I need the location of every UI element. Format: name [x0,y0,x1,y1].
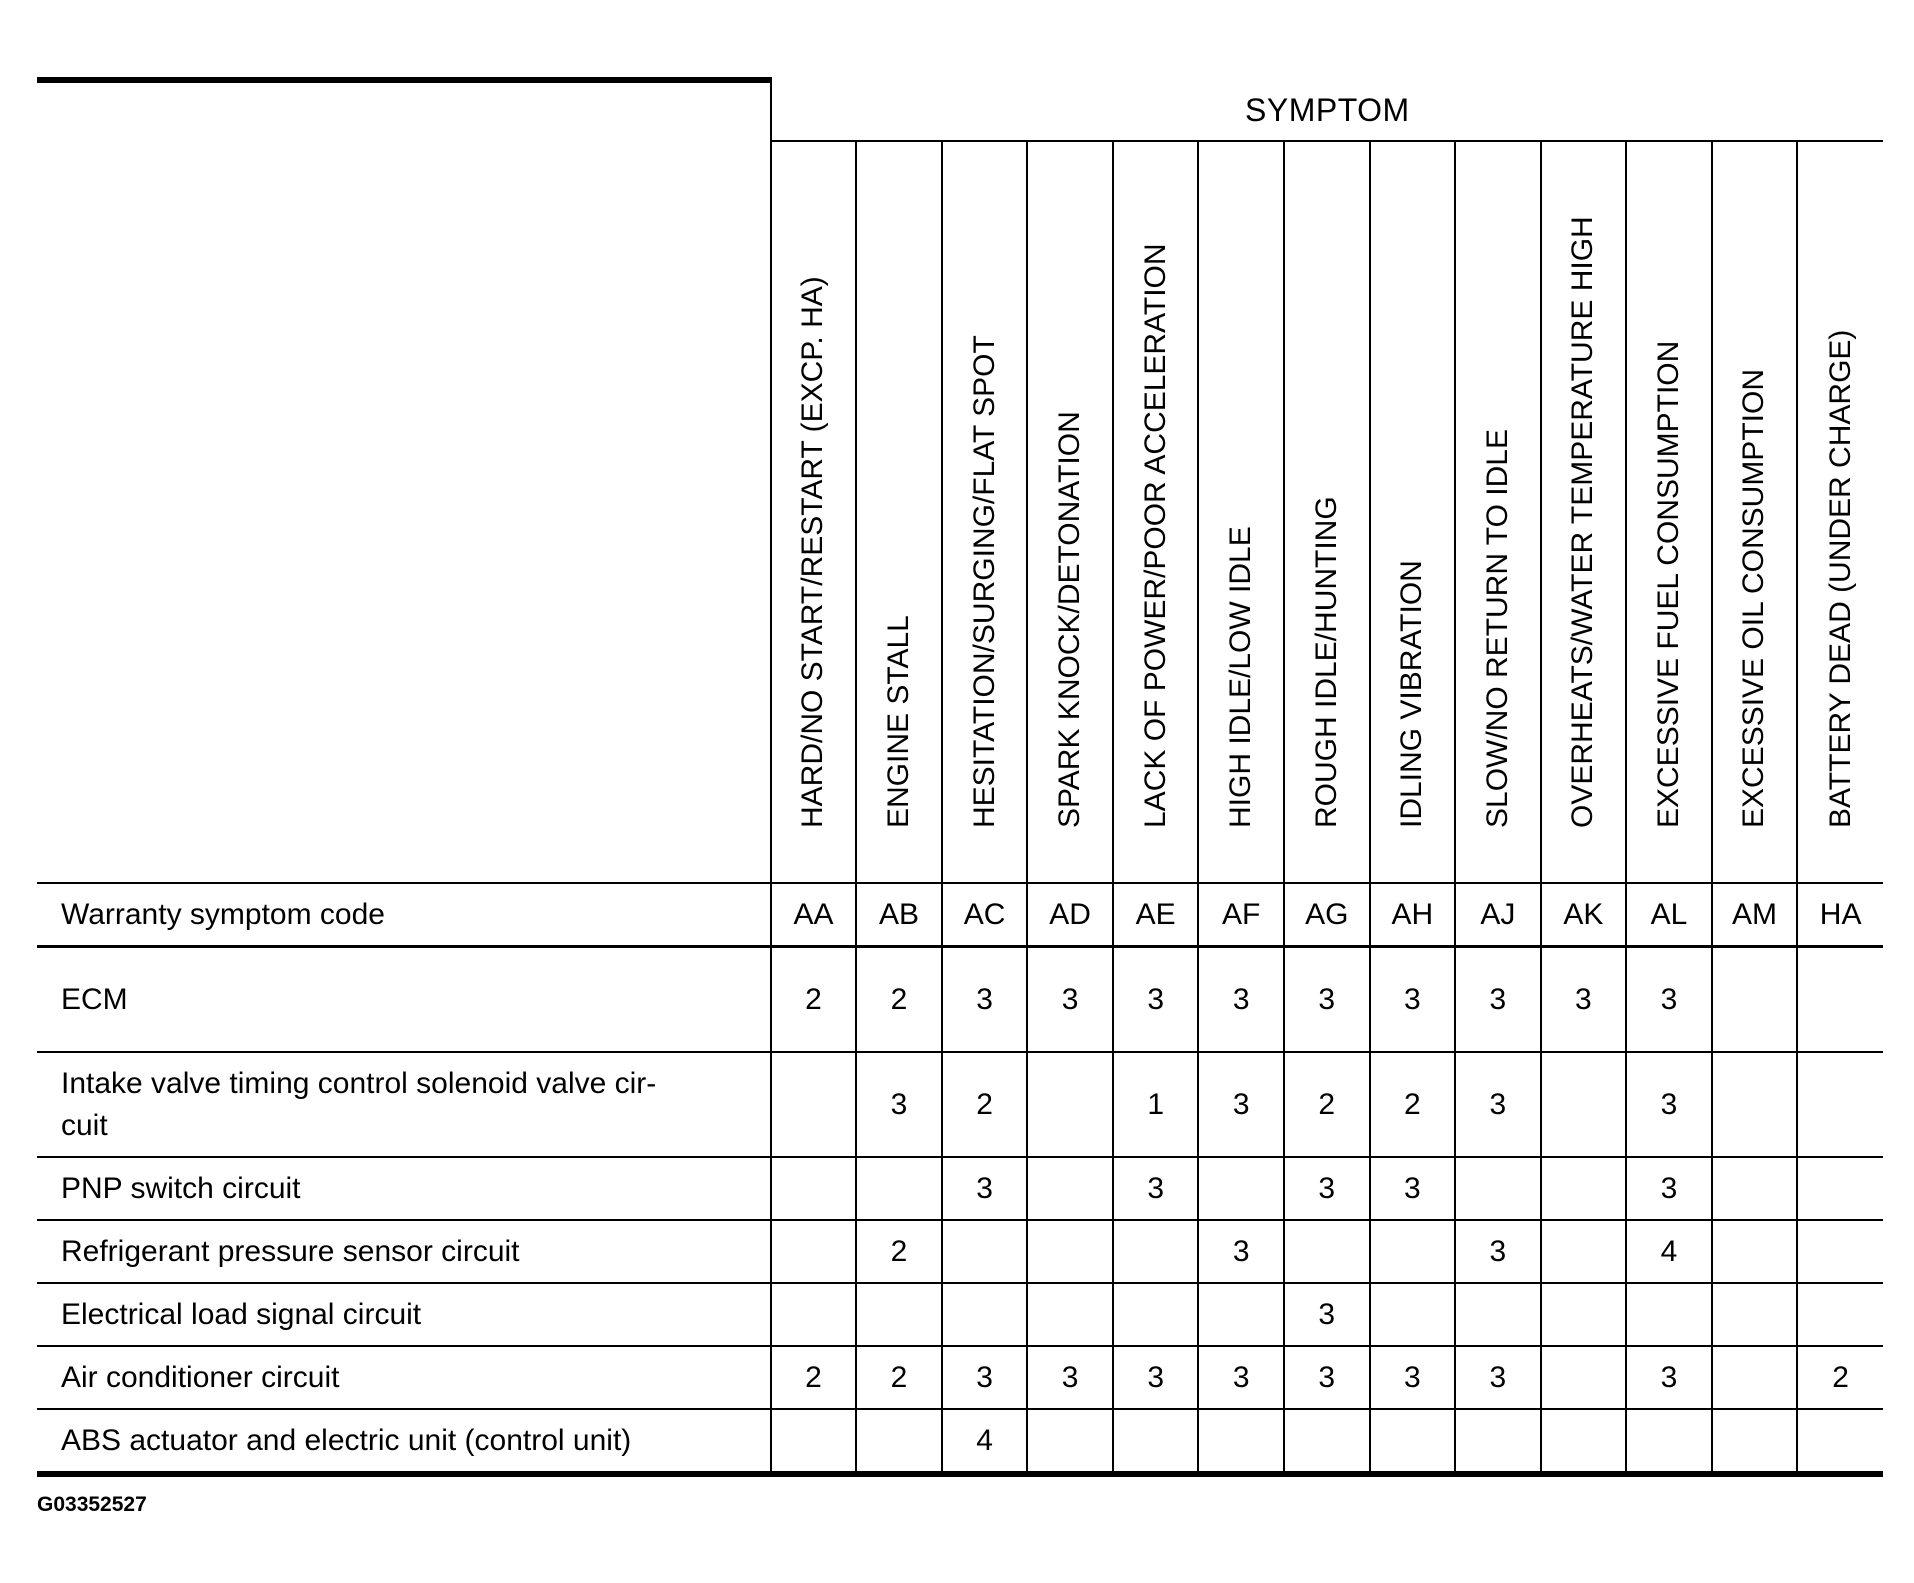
warranty-code-cell: AK [1541,883,1627,947]
symptom-label: EXCESSIVE FUEL CONSUMPTION [1651,340,1685,828]
rating-cell [1455,1157,1541,1220]
rating-cell: 4 [942,1409,1028,1474]
rating-cell [771,1283,857,1346]
symptom-col-header [1455,141,1541,883]
rating-cell [771,1409,857,1474]
rating-cell: 2 [1370,1052,1456,1157]
corner-blank [37,80,771,883]
rating-cell [1626,1283,1712,1346]
rating-cell [1541,1283,1627,1346]
rating-cell: 3 [1541,947,1627,1053]
symptom-table [37,77,1883,1477]
table-row [37,1283,1883,1346]
rating-cell [771,1157,857,1220]
rating-cell: 3 [1455,947,1541,1053]
warranty-code-cell: AG [1284,883,1370,947]
rating-cell: 2 [942,1052,1028,1157]
symptom-col-header [1370,141,1456,883]
rating-cell [1797,1220,1883,1283]
symptom-col-header [1712,141,1798,883]
warranty-code-cell: AF [1198,883,1284,947]
table-row [37,1409,1883,1474]
rating-cell: 3 [1198,1052,1284,1157]
rating-cell [1284,1409,1370,1474]
rating-cell [1712,1409,1798,1474]
symptom-label: HESITATION/SURGING/FLAT SPOT [967,335,1001,828]
symptom-col-header [1797,141,1883,883]
row-label: Intake valve timing control solenoid valve cir- cuit [37,1052,771,1157]
rating-cell [1626,1409,1712,1474]
rating-cell [771,1052,857,1157]
rating-cell: 2 [1284,1052,1370,1157]
rating-cell [1797,1052,1883,1157]
table-row [37,1346,1883,1409]
rating-cell [856,1409,942,1474]
rating-cell: 3 [1455,1052,1541,1157]
rating-cell: 3 [1284,1346,1370,1409]
rating-cell: 2 [856,947,942,1053]
row-label: ECM [37,947,771,1053]
rating-cell: 2 [856,1220,942,1283]
symptom-label: OVERHEATS/WATER TEMPERATURE HIGH [1566,216,1600,828]
symptom-col-header [942,141,1028,883]
rating-cell [1797,947,1883,1053]
warranty-code-cell: AJ [1455,883,1541,947]
rating-cell: 3 [1626,947,1712,1053]
rating-cell: 3 [1198,947,1284,1053]
warranty-code-cell: AM [1712,883,1798,947]
rating-cell [1198,1283,1284,1346]
symptom-label: ROUGH IDLE/HUNTING [1309,496,1343,828]
rating-cell [1455,1409,1541,1474]
symptom-header: SYMPTOM [771,80,1883,141]
rating-cell: 3 [1113,947,1199,1053]
rating-cell: 3 [1284,1157,1370,1220]
symptom-col-header [1113,141,1199,883]
rating-cell [1797,1157,1883,1220]
rating-cell: 3 [856,1052,942,1157]
rating-cell [1712,1157,1798,1220]
warranty-code-cell: AE [1113,883,1199,947]
symptom-label: BATTERY DEAD (UNDER CHARGE) [1823,329,1857,828]
rating-cell: 3 [1027,1346,1113,1409]
warranty-code-cell: AC [942,883,1028,947]
row-label: PNP switch circuit [37,1157,771,1220]
rating-cell: 2 [771,1346,857,1409]
warranty-code-cell: AB [856,883,942,947]
table-body [37,883,1883,1474]
symptom-col-header [1198,141,1284,883]
symptom-label: SPARK KNOCK/DETONATION [1053,411,1087,828]
rating-cell [942,1220,1028,1283]
rating-cell [1712,1220,1798,1283]
rating-cell: 3 [1284,947,1370,1053]
rating-cell [1541,1409,1627,1474]
rating-cell: 2 [771,947,857,1053]
rating-cell: 3 [942,1346,1028,1409]
rating-cell: 3 [1370,1157,1456,1220]
rating-cell: 3 [1626,1346,1712,1409]
rating-cell [1370,1409,1456,1474]
symptom-label: IDLING VIBRATION [1395,560,1429,828]
rating-cell [1541,1157,1627,1220]
row-label: Warranty symptom code [37,883,771,947]
row-label: Refrigerant pressure sensor circuit [37,1220,771,1283]
rating-cell [1027,1157,1113,1220]
warranty-code-cell: AH [1370,883,1456,947]
figure-id: G03352527 [37,1493,147,1516]
rating-cell [1712,947,1798,1053]
rating-cell [1027,1220,1113,1283]
symptom-col-header [1541,141,1627,883]
symptom-label: ENGINE STALL [882,615,916,828]
rating-cell [1027,1283,1113,1346]
rating-cell [942,1283,1028,1346]
symptom-col-header [1626,141,1712,883]
rating-cell [1797,1409,1883,1474]
symptom-label: HARD/NO START/RESTART (EXCP. HA) [796,276,830,828]
rating-cell [1712,1346,1798,1409]
symptom-label: SLOW/NO RETURN TO IDLE [1480,429,1514,828]
table-row [37,1220,1883,1283]
rating-cell: 3 [1198,1220,1284,1283]
rating-cell [1541,1220,1627,1283]
warranty-code-cell: AA [771,883,857,947]
row-label: ABS actuator and electric unit (control unit) [37,1409,771,1474]
rating-cell [856,1157,942,1220]
rating-cell: 3 [1626,1157,1712,1220]
symptom-col-header [856,141,942,883]
rating-cell: 3 [1455,1346,1541,1409]
symptom-label: LACK OF POWER/POOR ACCELERATION [1138,243,1172,828]
rating-cell: 3 [1027,947,1113,1053]
rating-cell: 3 [942,1157,1028,1220]
table-row [37,947,1883,1053]
symptom-col-header [1284,141,1370,883]
table-row [37,1157,1883,1220]
rating-cell: 3 [1113,1346,1199,1409]
rating-cell: 3 [1113,1157,1199,1220]
rating-cell [1198,1157,1284,1220]
symptom-label: EXCESSIVE OIL CONSUMPTION [1737,369,1771,828]
symptom-label: HIGH IDLE/LOW IDLE [1224,526,1258,828]
symptom-col-header [771,141,857,883]
rating-cell: 2 [1797,1346,1883,1409]
warranty-code-cell: AL [1626,883,1712,947]
rating-cell: 3 [1626,1052,1712,1157]
warranty-code-cell: HA [1797,883,1883,947]
rating-cell [1797,1283,1883,1346]
rating-cell [1455,1283,1541,1346]
rating-cell [1113,1283,1199,1346]
rating-cell [856,1283,942,1346]
symptom-col-header [1027,141,1113,883]
rating-cell: 3 [1455,1220,1541,1283]
table-row [37,1052,1883,1157]
rating-cell [1541,1052,1627,1157]
rating-cell [1712,1283,1798,1346]
rating-cell: 3 [942,947,1028,1053]
rating-cell [1113,1409,1199,1474]
rating-cell [1712,1052,1798,1157]
warranty-code-row [37,883,1883,947]
row-label: Electrical load signal circuit [37,1283,771,1346]
row-label: Air conditioner circuit [37,1346,771,1409]
rating-cell [1370,1283,1456,1346]
rating-cell [771,1220,857,1283]
rating-cell: 1 [1113,1052,1199,1157]
rating-cell: 3 [1370,1346,1456,1409]
rating-cell [1113,1220,1199,1283]
warranty-code-cell: AD [1027,883,1113,947]
symptom-matrix [37,77,1883,1477]
rating-cell: 3 [1370,947,1456,1053]
rating-cell [1198,1409,1284,1474]
rating-cell [1284,1220,1370,1283]
rating-cell [1370,1220,1456,1283]
rating-cell: 4 [1626,1220,1712,1283]
rating-cell [1027,1052,1113,1157]
rating-cell: 2 [856,1346,942,1409]
rating-cell: 3 [1198,1346,1284,1409]
rating-cell [1541,1346,1627,1409]
rating-cell: 3 [1284,1283,1370,1346]
rating-cell [1027,1409,1113,1474]
